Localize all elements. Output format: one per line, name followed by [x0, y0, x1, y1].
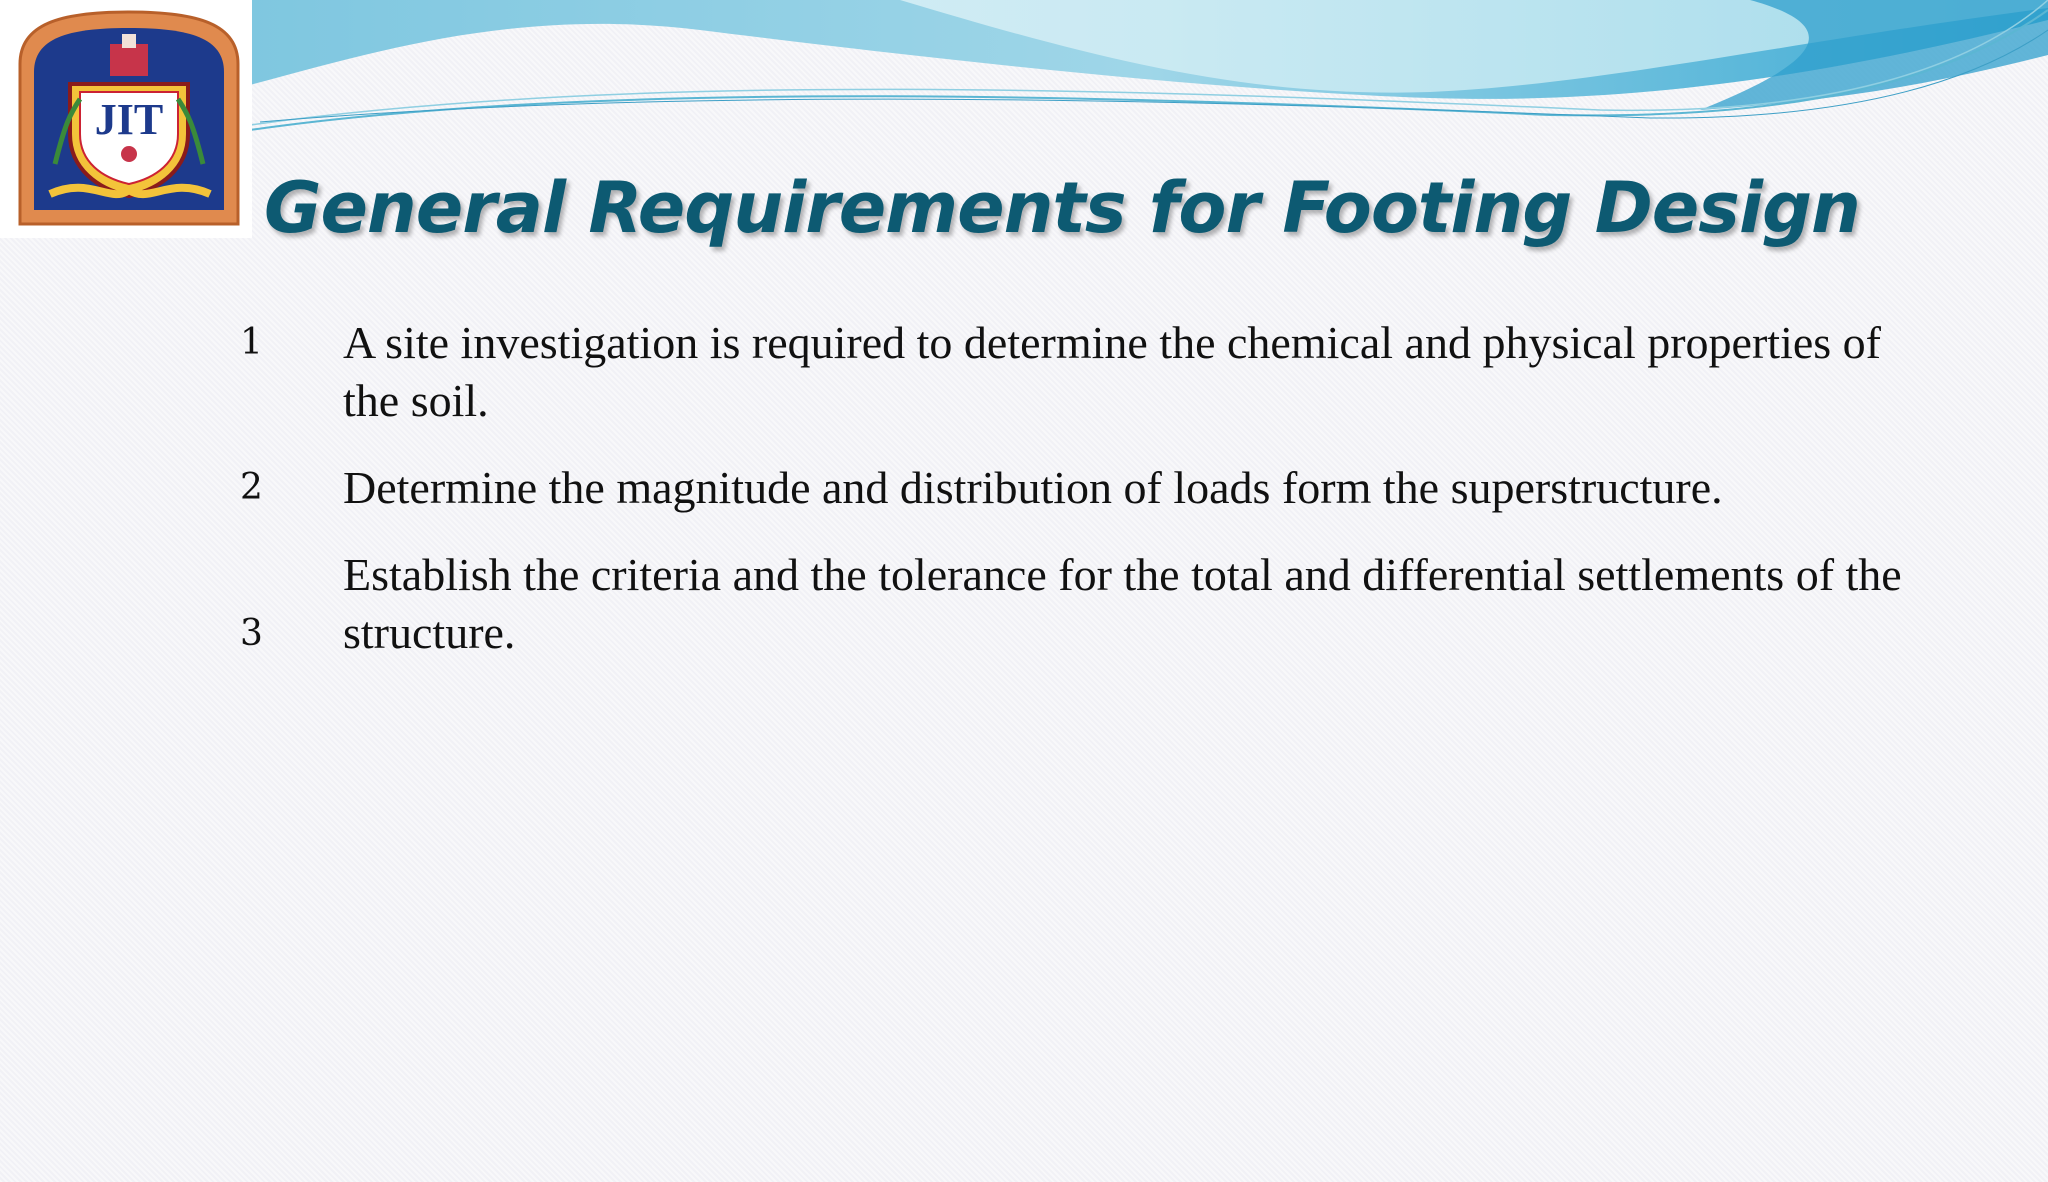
list-item-text: A site investigation is required to determine the chemical and physical properties of the soil.: [343, 317, 1881, 426]
list-item-text: Determine the magnitude and distribution of loads form the superstructure.: [343, 462, 1723, 513]
list-item-number: 3: [240, 613, 263, 654]
list-item-number: 1: [240, 322, 263, 363]
logo-text: JIT: [94, 95, 164, 144]
list-item-text: Establish the criteria and the tolerance for the total and differential settlements of the structure.: [343, 549, 1902, 658]
slide-title: General Requirements for Footing Design: [264, 167, 1860, 249]
list-item-number: 2: [240, 467, 263, 508]
